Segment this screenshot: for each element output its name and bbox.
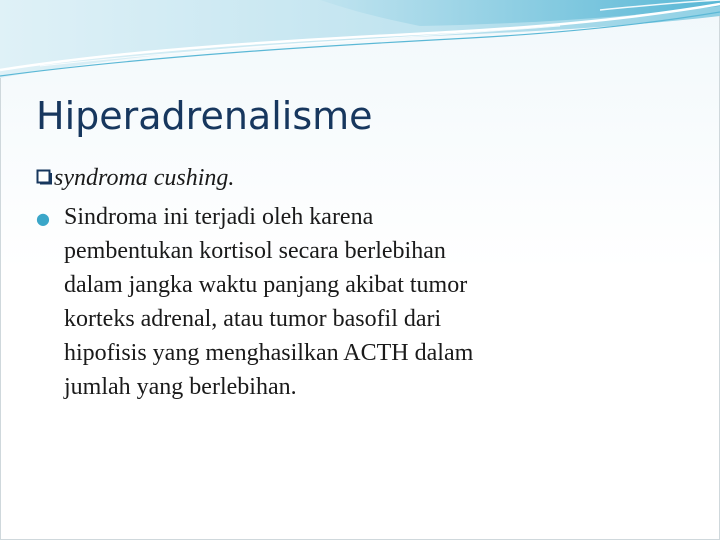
hollow-square-bullet-icon <box>36 169 52 185</box>
round-dot-bullet-icon: ● <box>36 209 50 228</box>
subheading-text: syndroma cushing. <box>54 165 235 191</box>
slide-title: Hiperadrenalisme <box>36 94 373 138</box>
paragraph-line: jumlah yang berlebihan. <box>64 374 297 400</box>
paragraph-line: dalam jangka waktu panjang akibat tumor <box>64 272 468 298</box>
bullet-paragraph <box>36 200 686 404</box>
slide-body <box>36 158 686 404</box>
paragraph-line: korteks adrenal, atau tumor basofil dari <box>64 306 442 332</box>
bullet-paragraph-lines <box>64 200 686 404</box>
paragraph-line: Sindroma ini terjadi oleh karena <box>64 204 374 230</box>
subheading-row <box>36 158 686 198</box>
paragraph-line: pembentukan kortisol secara berlebihan <box>64 238 446 264</box>
paragraph-line: hipofisis yang menghasilkan ACTH dalam <box>64 340 474 366</box>
